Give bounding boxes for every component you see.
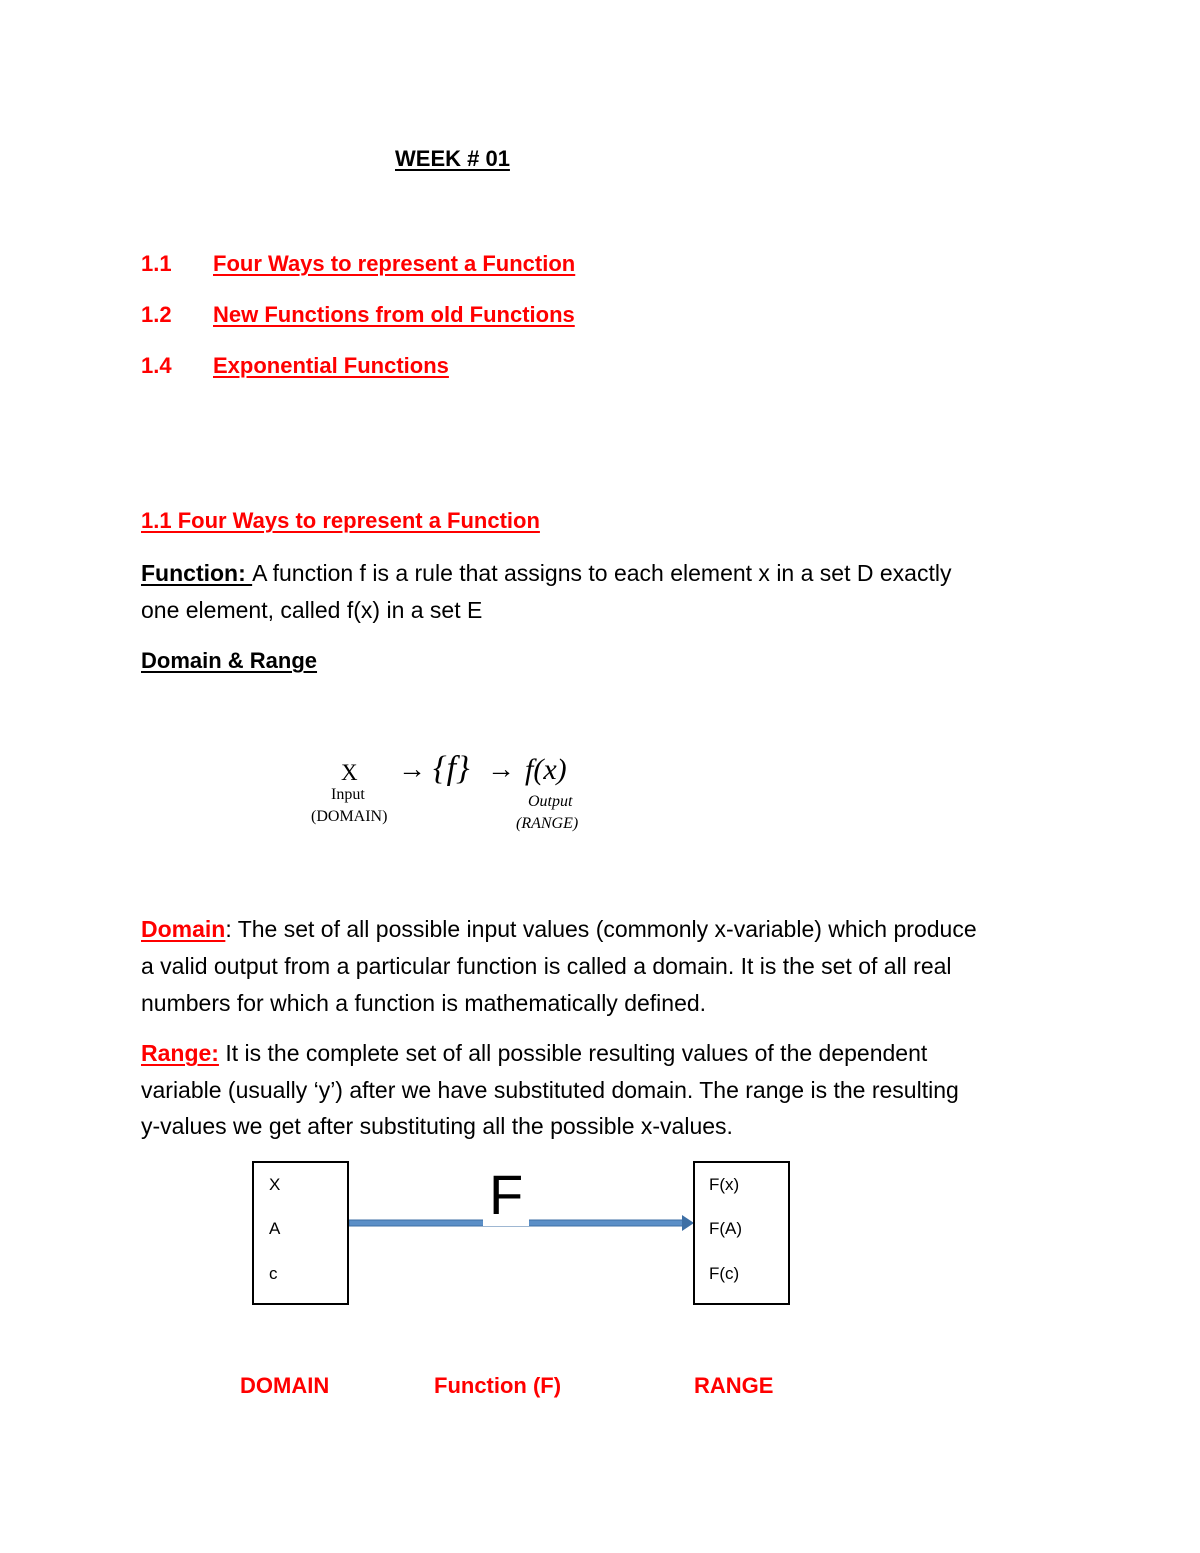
domain-definition	[141, 911, 977, 948]
toc-item-number: 1.4	[141, 353, 172, 378]
domain-item: X	[269, 1175, 281, 1194]
domain-definition-line3: numbers for which a function is mathematically defined.	[141, 990, 707, 1016]
domain-definition-line2: a valid output from a particular function is called a domain. It is the set of all real	[141, 953, 952, 979]
range-definition-line2: variable (usually ‘y’) after we have substituted domain. The range is the resulting	[141, 1077, 959, 1103]
domain-caption: DOMAIN	[240, 1373, 330, 1398]
function-definition	[141, 555, 951, 592]
toc-item-link[interactable]: Four Ways to represent a Function	[213, 251, 576, 276]
range-box	[693, 1161, 790, 1305]
function-definition-text: A function f is a rule that assigns to each element x in a set D exactly	[252, 560, 952, 586]
output-set-label: (RANGE)	[516, 815, 579, 832]
output-label: Output	[528, 793, 573, 810]
function-term: Function:	[141, 560, 253, 586]
range-definition-text: It is the complete set of all possible resulting values of the dependent	[218, 1040, 928, 1066]
section-heading: 1.1 Four Ways to represent a Function	[141, 508, 540, 533]
range-definition	[141, 1035, 927, 1072]
function-caption: Function (F)	[434, 1373, 562, 1398]
input-label: Input	[331, 786, 365, 803]
domain-box	[252, 1161, 349, 1305]
page-title: WEEK # 01	[395, 146, 510, 171]
toc-item-link[interactable]: New Functions from old Functions	[213, 302, 575, 327]
input-variable: X	[341, 760, 358, 785]
function-symbol: F	[483, 1164, 529, 1226]
range-term: Range:	[141, 1040, 219, 1066]
toc-item-link[interactable]: Exponential Functions	[213, 353, 449, 378]
range-caption: RANGE	[694, 1373, 774, 1398]
output-expression: f(x)	[525, 753, 567, 786]
function-definition-line2: one element, called f(x) in a set E	[141, 597, 483, 623]
toc-item-number: 1.2	[141, 302, 172, 327]
arrow-icon: →	[487, 754, 515, 785]
range-item: F(x)	[709, 1175, 740, 1194]
range-item: F(c)	[709, 1264, 740, 1283]
range-item: F(A)	[709, 1219, 743, 1238]
toc-item-number: 1.1	[141, 251, 172, 276]
domain-definition-text: : The set of all possible input values (commonly x-variable) which produce	[225, 916, 977, 942]
domain-term: Domain	[141, 916, 226, 942]
domain-range-heading: Domain & Range	[141, 648, 318, 673]
arrow-icon: →	[398, 754, 426, 785]
function-braces: {f}	[433, 750, 470, 787]
domain-item: c	[269, 1264, 278, 1283]
input-set-label: (DOMAIN)	[311, 808, 388, 825]
domain-item: A	[269, 1219, 281, 1238]
range-definition-line3: y-values we get after substituting all the possible x-values.	[141, 1113, 733, 1139]
